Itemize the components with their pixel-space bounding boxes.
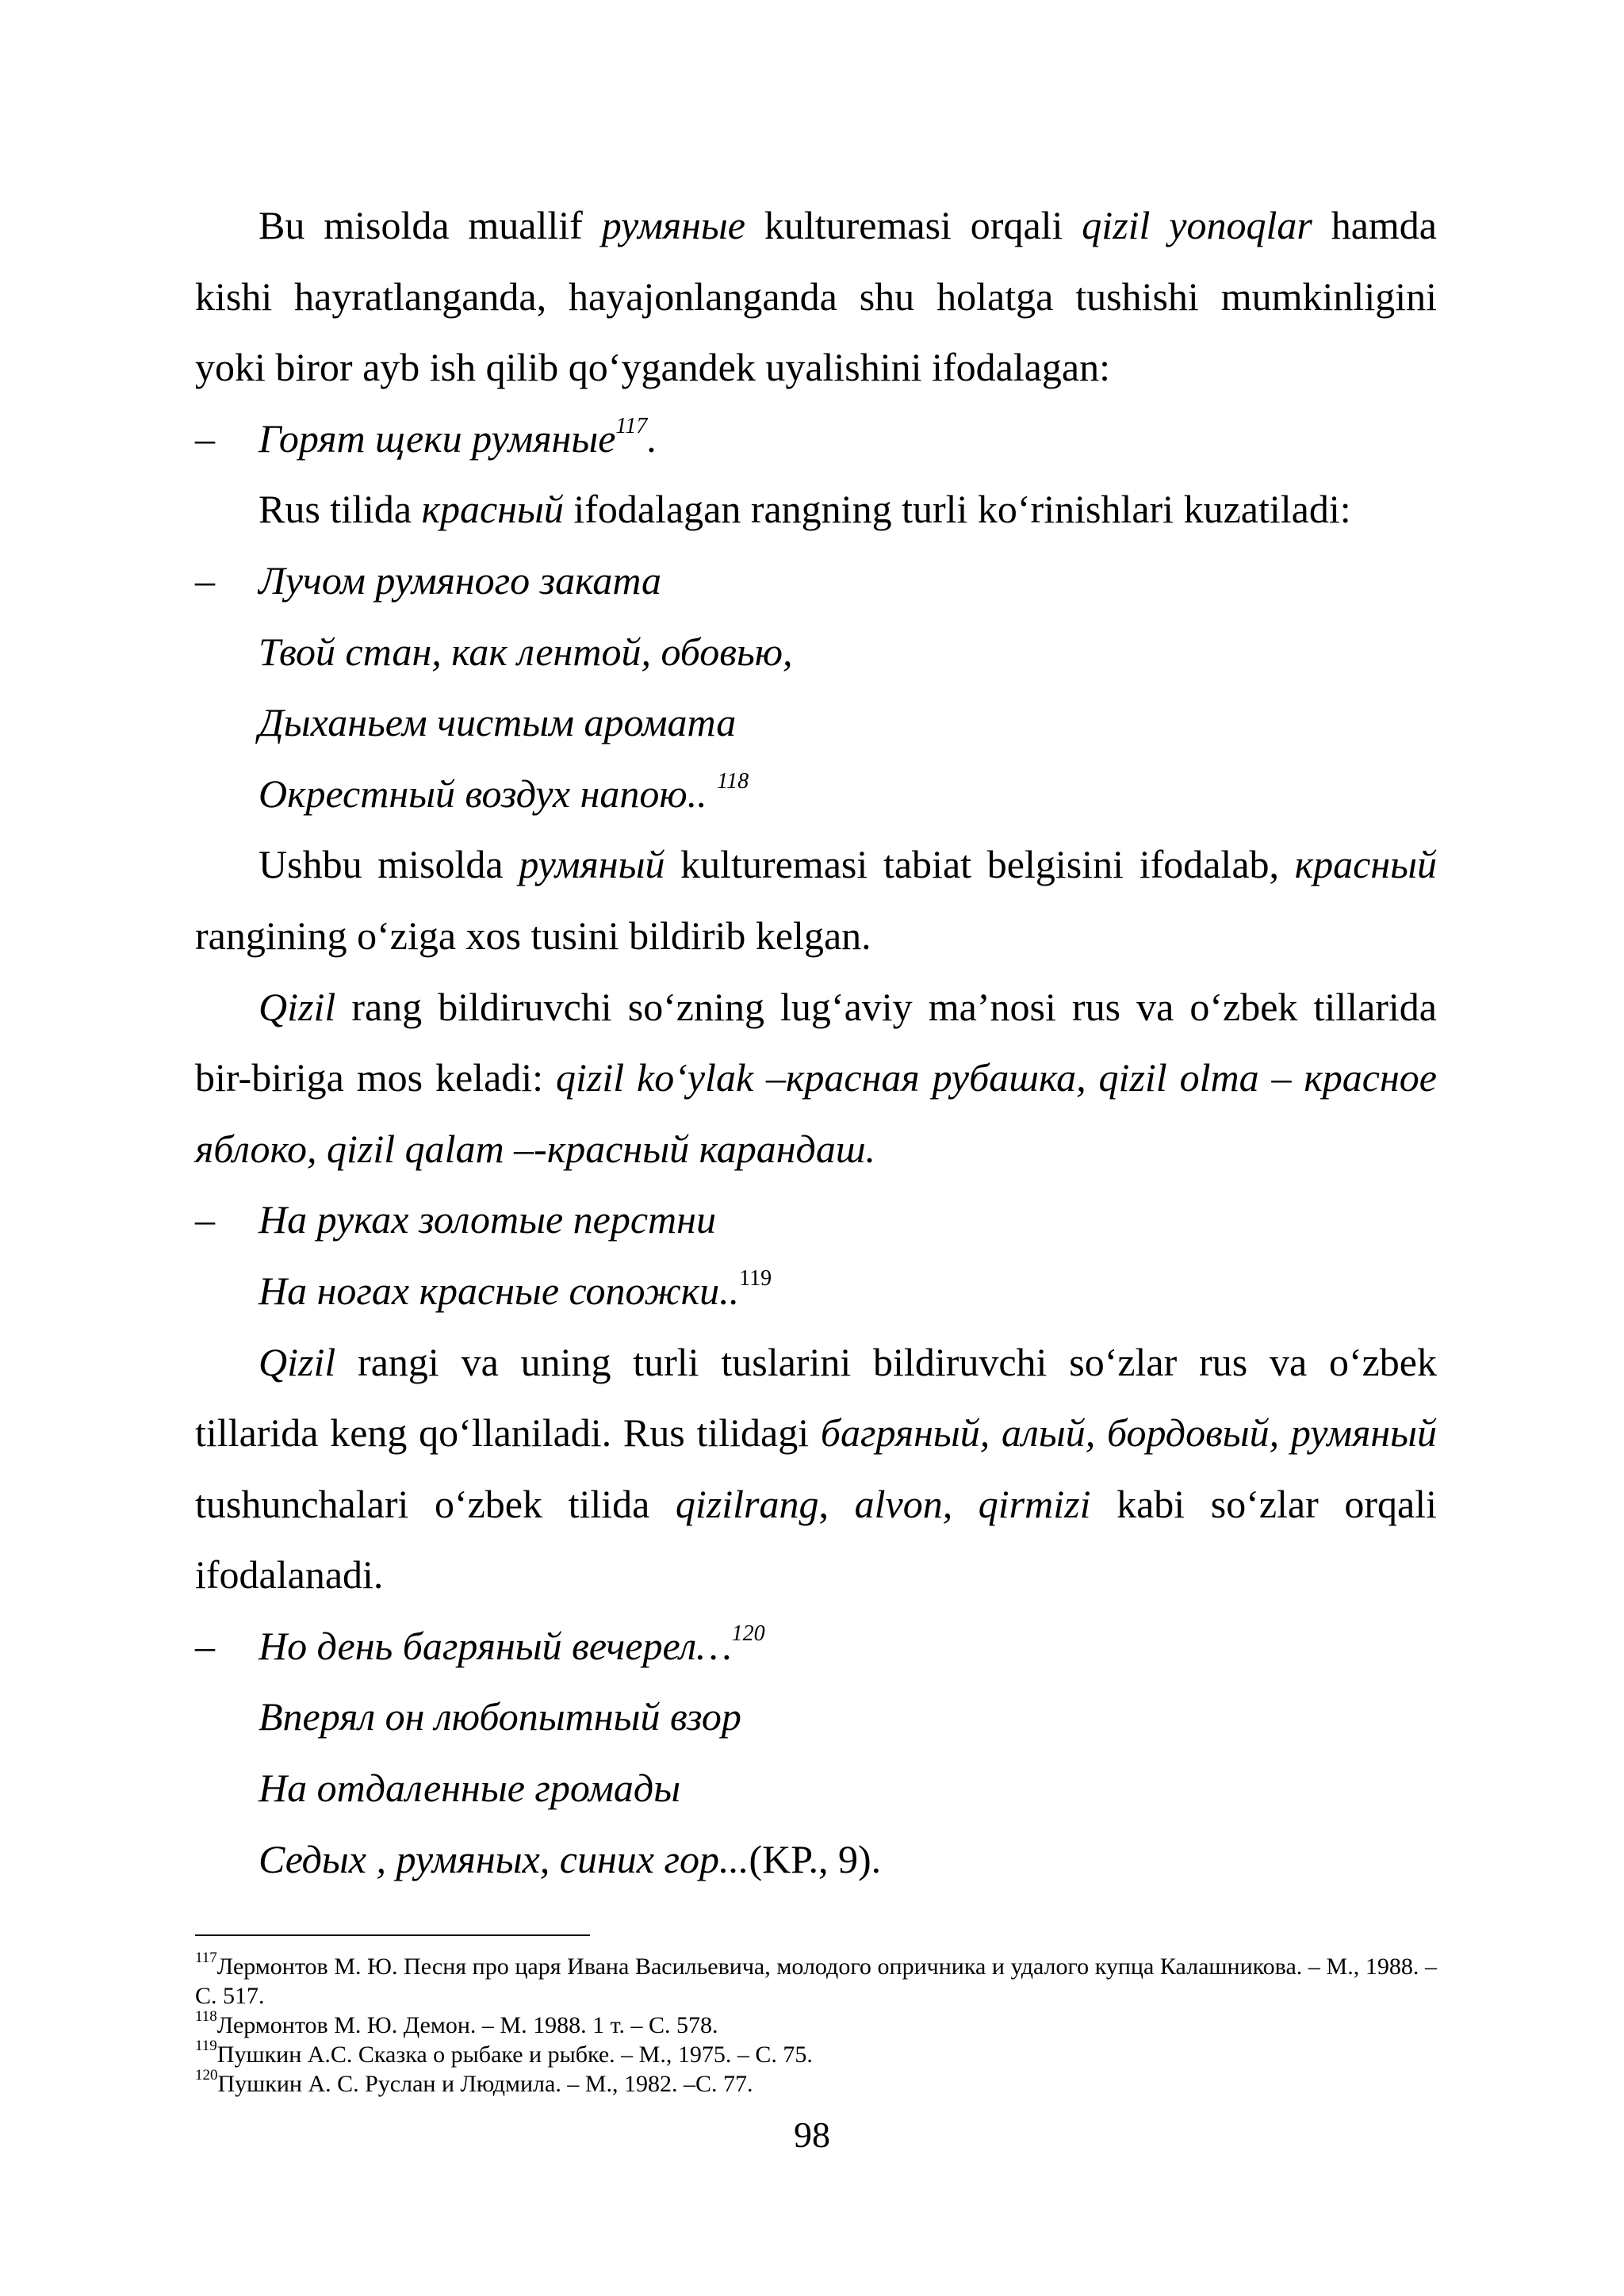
example-4-line-4 [195, 1824, 1437, 1896]
verse-line: Твой стан, как лентой, обовью, [259, 629, 793, 674]
italic-term: багряный, алый, бордовый, румяный [820, 1410, 1437, 1456]
italic-term: alvon, qirmizi [854, 1481, 1091, 1526]
italic-term: qizilrang [675, 1481, 819, 1526]
dash-marker: – [195, 1623, 215, 1668]
example-2-line-3 [195, 687, 1437, 759]
footnotes [195, 1952, 1437, 2099]
footnote-ref[interactable]: 118 [717, 769, 749, 794]
example-2-line-1 [195, 545, 1437, 617]
text-run: Rus tilida [259, 487, 422, 532]
text-run: kulturemasi tabiat belgisini ifodalab, [665, 842, 1295, 887]
paragraph-4 [195, 972, 1437, 1185]
footnote-117 [195, 1952, 1437, 2011]
text-run: Bu misolda muallif [259, 203, 602, 247]
paragraph-5 [195, 1327, 1437, 1611]
source-reference: (KP., 9). [749, 1836, 882, 1881]
example-text: Горят щеки румяные [259, 415, 616, 461]
italic-term: румяный [519, 842, 665, 887]
example-3-line-2 [195, 1256, 1437, 1327]
page-number: 98 [794, 2114, 830, 2155]
verse-line: Вперял он любопытный взор [259, 1694, 741, 1739]
dash-marker: – [195, 415, 215, 461]
verse-line: Но день багряный вечерел… [259, 1623, 732, 1668]
footnote-number: 117 [195, 1950, 217, 1966]
example-tail: . [647, 415, 657, 461]
text-run: tushunchalari o‘zbek tilida [195, 1481, 676, 1526]
example-4-line-3 [195, 1753, 1437, 1824]
text-run: rangining o‘ziga xos tusini bildirib kelgan. [195, 913, 871, 958]
verse-line: На ногах красные сопожки.. [259, 1268, 740, 1313]
footnote-119 [195, 2040, 1437, 2069]
dash-marker: – [195, 1197, 215, 1242]
text-run: ifodalagan rangning turli ko‘rinishlari kuzatiladi: [563, 487, 1351, 532]
italic-term: румяные [601, 203, 745, 247]
footnote-text: Пушкин А. С. Руслан и Людмила. – М., 1982. –С. 77. [217, 2071, 753, 2097]
verse-line: На отдаленные громады [259, 1766, 681, 1811]
text-run: hamda kishi hayratlanganda, hayajonlanganda shu holatga tushishi mumkinligini yoki biror ayb ish qilib qo‘ygandek uyalishini ifodalagan: [195, 203, 1437, 390]
dash-marker: – [195, 557, 215, 603]
text-run: rangi va uning turli tuslarini bildiruvchi so‘zlar rus va o‘zbek tillarida keng qo‘llaniladi. Rus tilidagi [195, 1339, 1437, 1456]
footnote-text: Лермонтов М. Ю. Песня про царя Ивана Васильевича, молодого опричника и удалого купца Калашникова. – М., 1988. – С. 517. [195, 1954, 1437, 2009]
italic-term: Qizil [259, 1339, 336, 1384]
italic-term: qizil yonoqlar [1082, 203, 1312, 247]
verse-line: Окрестный воздух напою.. [259, 771, 718, 816]
footnote-ref[interactable]: 119 [739, 1266, 772, 1292]
example-1 [195, 404, 1437, 475]
example-2-line-4 [195, 759, 1437, 830]
paragraph-3 [195, 829, 1437, 971]
footnote-separator [195, 1934, 590, 1936]
example-4-line-1 [195, 1611, 1437, 1682]
italic-term: красный [421, 487, 564, 532]
footnote-118 [195, 2008, 1437, 2040]
text-run: kulturemasi orqali [745, 203, 1082, 247]
footnote-ref[interactable]: 117 [615, 414, 648, 439]
paragraph-1 [195, 190, 1437, 404]
footnote-text: Лермонтов М. Ю. Демон. – М. 1988. 1 т. – С. 578. [216, 2012, 718, 2038]
text-run: kabi so‘zlar orqali ifodalanadi. [195, 1481, 1437, 1598]
footnote-120 [195, 2069, 1437, 2099]
verse-line: На руках золотые перстни [259, 1197, 716, 1242]
body-text [195, 190, 1437, 1895]
text-run: , [818, 1481, 855, 1526]
footnote-number: 119 [195, 2038, 217, 2054]
example-4-line-2 [195, 1682, 1437, 1753]
verse-line: Седых , румяных, синих гор... [259, 1836, 749, 1881]
italic-examples: qizil ko‘ylak –красная рубашка, qizil olma – красное яблоко, qizil qalam –-красный карандаш. [195, 1055, 1437, 1171]
text-run: rang bildiruvchi so‘zning lug‘aviy ma’nosi rus va o‘zbek tillarida bir-biriga mos keladi: [195, 984, 1437, 1100]
footnote-text: Пушкин А.С. Сказка о рыбаке и рыбке. – М., 1975. – С. 75. [216, 2042, 813, 2068]
footnote-number: 120 [195, 2067, 218, 2084]
verse-line: Лучом румяного заката [259, 557, 662, 603]
text-run: Ushbu misolda [259, 842, 519, 887]
example-2-line-2 [195, 617, 1437, 688]
footnote-ref[interactable]: 120 [731, 1621, 765, 1647]
example-3-line-1 [195, 1184, 1437, 1256]
italic-term: красный [1294, 842, 1437, 887]
paragraph-2 [195, 474, 1437, 545]
verse-line: Дыханьем чистым аромата [259, 700, 737, 745]
footnote-number: 118 [195, 2008, 217, 2025]
italic-term: Qizil [259, 984, 336, 1029]
